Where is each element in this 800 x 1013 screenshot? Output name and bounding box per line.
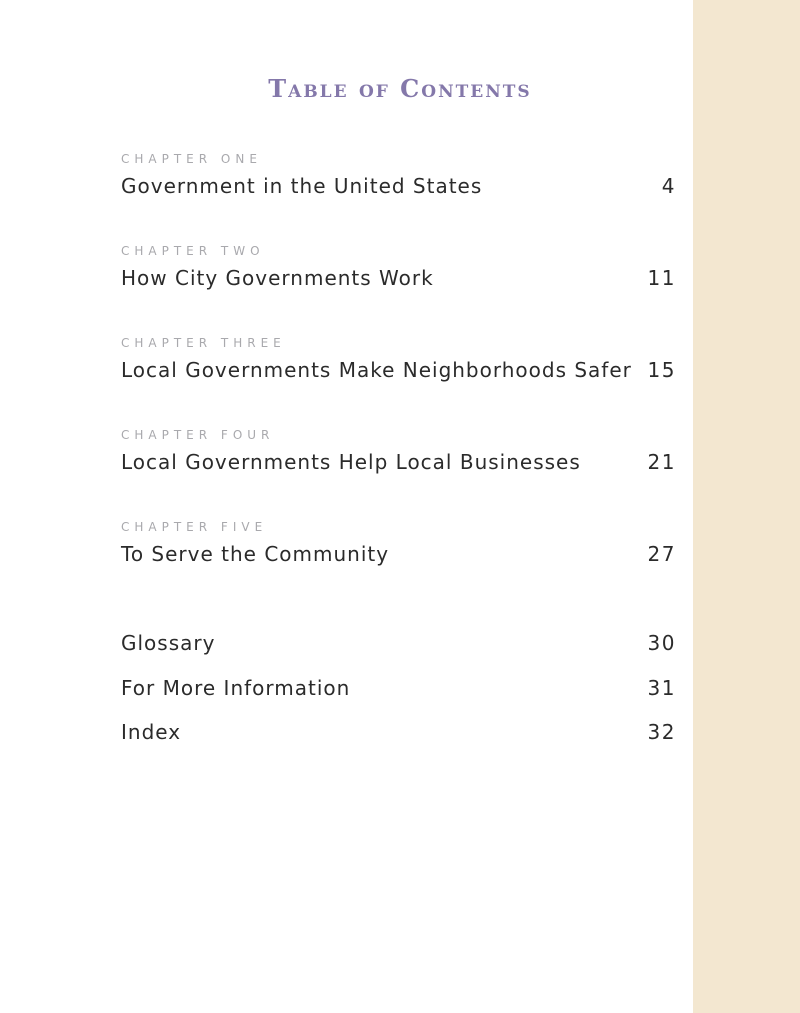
page-number: 21 bbox=[647, 450, 676, 474]
chapter-row bbox=[121, 352, 676, 388]
page-number: 11 bbox=[647, 266, 676, 290]
page-number: 31 bbox=[647, 675, 676, 700]
table-of-contents bbox=[121, 150, 676, 759]
chapter-row bbox=[121, 444, 676, 480]
index-entry[interactable] bbox=[121, 714, 676, 759]
chapter-label: CHAPTER FOUR bbox=[121, 428, 275, 442]
chapter-title: Government in the United States bbox=[121, 174, 483, 198]
chapter-title: Local Governments Make Neighborhoods Safer bbox=[121, 358, 632, 382]
page-number: 15 bbox=[647, 358, 676, 382]
chapter-entry-4[interactable] bbox=[121, 426, 676, 518]
chapter-label: CHAPTER FIVE bbox=[121, 520, 268, 534]
more-information-entry[interactable] bbox=[121, 670, 676, 715]
entry-title: For More Information bbox=[121, 675, 351, 700]
page-number: 27 bbox=[647, 542, 676, 566]
chapter-row bbox=[121, 260, 676, 296]
page-number: 30 bbox=[647, 631, 676, 655]
page-title: Table of Contents bbox=[268, 74, 532, 103]
chapter-title: To Serve the Community bbox=[121, 542, 390, 566]
page-number: 32 bbox=[647, 720, 676, 744]
chapter-label: CHAPTER THREE bbox=[121, 336, 286, 350]
chapter-entry-2[interactable] bbox=[121, 242, 676, 334]
chapter-entry-1[interactable] bbox=[121, 150, 676, 242]
chapter-title: How City Governments Work bbox=[121, 266, 434, 290]
chapter-row bbox=[121, 536, 676, 572]
page-number: 4 bbox=[661, 174, 676, 198]
chapter-label: CHAPTER ONE bbox=[121, 152, 262, 166]
page-edge-strip bbox=[693, 0, 800, 1013]
entry-title: Index bbox=[121, 720, 182, 744]
entry-title: Glossary bbox=[121, 631, 216, 655]
glossary-entry[interactable] bbox=[121, 625, 676, 670]
back-matter-list bbox=[121, 625, 676, 759]
chapter-row bbox=[121, 168, 676, 204]
chapter-entry-3[interactable] bbox=[121, 334, 676, 426]
chapter-title: Local Governments Help Local Businesses bbox=[121, 450, 581, 474]
chapter-label: CHAPTER TWO bbox=[121, 244, 265, 258]
chapter-entry-5[interactable] bbox=[121, 518, 676, 610]
